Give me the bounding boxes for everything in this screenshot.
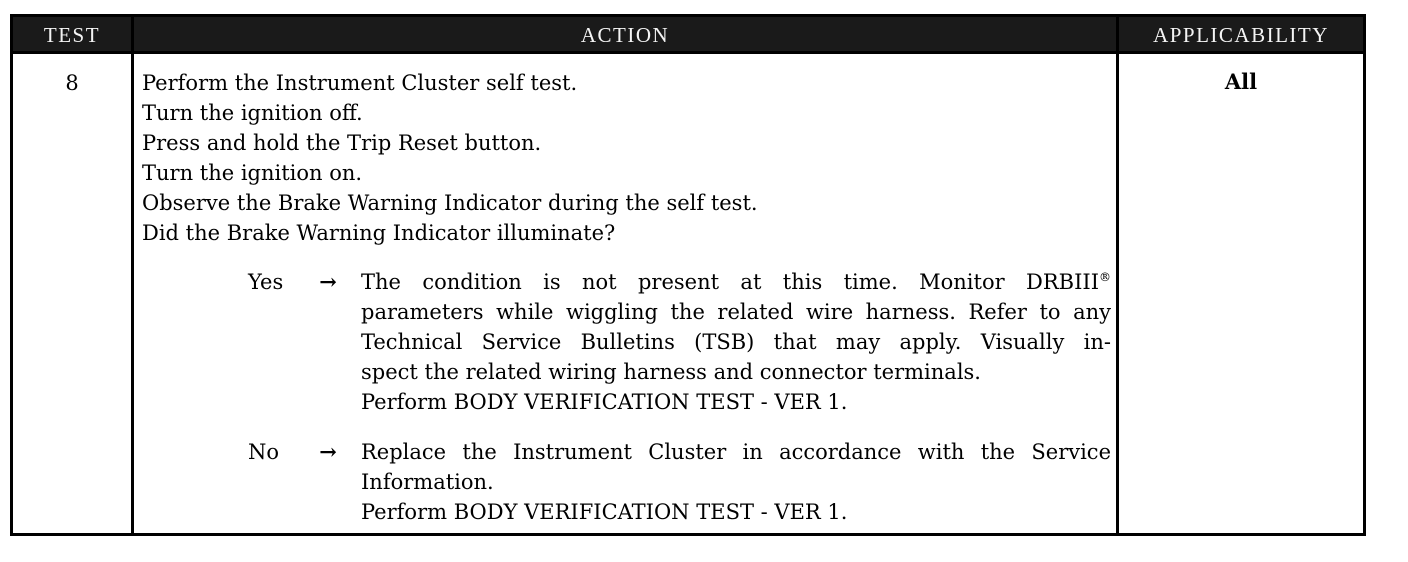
- action-step: Perform the Instrument Cluster self test.: [142, 71, 578, 95]
- branch-no-line: Information.: [361, 470, 494, 494]
- registered-mark: ®: [1099, 270, 1111, 284]
- branch-yes-line: spect the related wiring harness and connector terminals.: [361, 360, 981, 384]
- branch-yes-line: Perform BODY VERIFICATION TEST - VER 1.: [361, 390, 848, 414]
- test-number: 8: [65, 71, 79, 95]
- branch-yes-line: [361, 267, 1111, 297]
- header-action: ACTION: [580, 23, 670, 47]
- branch-yes-label: Yes: [248, 270, 284, 294]
- action-step: Turn the ignition on.: [142, 161, 363, 185]
- table-header: [13, 17, 1363, 54]
- action-question: Did the Brake Warning Indicator illuminate?: [142, 221, 616, 245]
- diagnostic-test-table: [10, 14, 1366, 536]
- right-arrow-icon: →: [319, 439, 337, 464]
- right-arrow-icon: →: [319, 269, 337, 294]
- branch-yes-line: Technical Service Bulletins (TSB) that may apply. Visually in-: [361, 330, 1111, 354]
- header-test: TEST: [43, 23, 101, 47]
- action-step: Turn the ignition off.: [142, 101, 363, 125]
- action-steps: [142, 68, 1107, 248]
- header-applicability: APPLICABILITY: [1153, 23, 1329, 47]
- branch-no-label: No: [248, 440, 280, 464]
- branch-yes-line: parameters while wiggling the related wire harness. Refer to any: [361, 300, 1111, 324]
- branch-no-line: Perform BODY VERIFICATION TEST - VER 1.: [361, 500, 848, 524]
- column-divider-test: [131, 17, 134, 533]
- applicability-value: All: [1224, 69, 1258, 94]
- action-step: Observe the Brake Warning Indicator during the self test.: [142, 191, 758, 215]
- action-step: Press and hold the Trip Reset button.: [142, 131, 542, 155]
- branch-no-line: Replace the Instrument Cluster in accordance with the Service: [361, 440, 1111, 464]
- branch-yes-line-text: The condition is not present at this time. Monitor DRBIII: [361, 270, 1099, 294]
- branch-yes-text: [361, 267, 1111, 417]
- branch-no-text: [361, 437, 1111, 527]
